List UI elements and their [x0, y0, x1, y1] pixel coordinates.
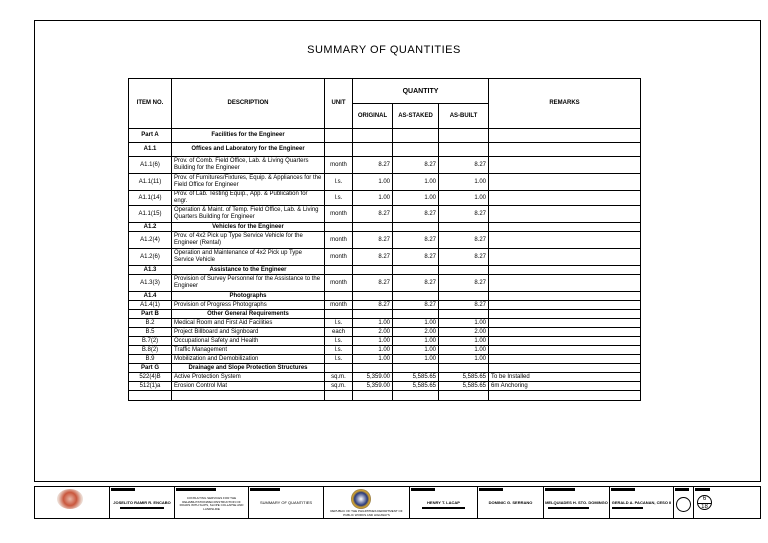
as-staked-cell: [393, 266, 439, 275]
original-cell: 8.27: [353, 301, 393, 310]
original-cell: [353, 143, 393, 157]
project-description: CONSULTING SERVICES FOR THE REHABILITATION/RECONSTRUCTION OF ROADS WITH SLIPS, SLOPE COLLAPSE AND LANDSLIDE: [179, 496, 244, 511]
description-cell: Prov. of Lab. Testing Equip., App. & Publication for engr.: [172, 191, 325, 206]
original-cell: 8.27: [353, 249, 393, 266]
remarks-cell: To be Installed: [489, 373, 641, 382]
item-cell: A1.4: [129, 292, 172, 301]
remarks-cell: [489, 310, 641, 319]
description-cell: Operation and Maintenance of 4x2 Pick up Type Service Vehicle: [172, 249, 325, 266]
page-title: SUMMARY OF QUANTITIES: [307, 44, 461, 56]
description-cell: Erosion Control Mat: [172, 382, 325, 391]
as-built-cell: 1.00: [439, 174, 489, 191]
unit-cell: [325, 266, 353, 275]
original-cell: 1.00: [353, 319, 393, 328]
item-cell: A1.1: [129, 143, 172, 157]
as-staked-cell: 8.27: [393, 301, 439, 310]
header-as-built: AS-BUILT: [439, 104, 489, 129]
approved-by-name: GERALD A. PACANAN, CESO II: [611, 500, 672, 505]
remarks-cell: [489, 206, 641, 223]
prepared-by-cell: [110, 487, 175, 518]
table-row: [129, 310, 641, 319]
original-cell: [353, 391, 393, 401]
remarks-cell: [489, 346, 641, 355]
description-cell: Occupational Safety and Health: [172, 337, 325, 346]
unit-cell: [325, 223, 353, 232]
as-built-cell: [439, 310, 489, 319]
agency-name: REPUBLIC OF THE PHILIPPINES DEPARTMENT OF PUBLIC WORKS AND HIGHWAYS: [330, 509, 403, 517]
project-cell: [175, 487, 249, 518]
unit-cell: month: [325, 206, 353, 223]
as-staked-cell: 8.27: [393, 275, 439, 292]
as-staked-cell: [393, 143, 439, 157]
description-cell: Prov. of Comb. Field Office, Lab. & Living Quarters Building for the Engineer: [172, 157, 325, 174]
item-cell: A1.2(4): [129, 232, 172, 249]
sheet-total: 18: [698, 503, 711, 511]
header-original: ORIGINAL: [353, 104, 393, 129]
table-row: [129, 301, 641, 310]
remarks-cell: [489, 223, 641, 232]
as-built-cell: 2.00: [439, 328, 489, 337]
item-cell: A1.2(6): [129, 249, 172, 266]
sheet-number: 6: [702, 496, 707, 502]
original-cell: [353, 364, 393, 373]
description-cell: Mobilization and Demobilization: [172, 355, 325, 364]
recommended-by-name: MELQUIADES H. STO. DOMINGO: [545, 500, 608, 505]
as-built-cell: 5,585.65: [439, 382, 489, 391]
description-cell: Other General Requirements: [172, 310, 325, 319]
as-staked-cell: 1.00: [393, 355, 439, 364]
remarks-cell: [489, 301, 641, 310]
original-cell: 2.00: [353, 328, 393, 337]
as-staked-cell: 1.00: [393, 346, 439, 355]
item-cell: A1.1(11): [129, 174, 172, 191]
remarks-cell: [489, 249, 641, 266]
title-block: [34, 486, 761, 519]
quantities-table: [128, 78, 641, 401]
as-built-cell: 1.00: [439, 319, 489, 328]
as-built-cell: 1.00: [439, 346, 489, 355]
description-cell: Provision of Survey Personnel for the Assistance to the Engineer: [172, 275, 325, 292]
description-cell: Medical Room and First Aid Facilities: [172, 319, 325, 328]
as-staked-cell: 5,585.65: [393, 373, 439, 382]
item-cell: B.2: [129, 319, 172, 328]
as-staked-cell: [393, 310, 439, 319]
consultant-logo-cell: [35, 487, 110, 518]
reviewed-by-name: DOMINIC G. SERRANO: [488, 500, 533, 505]
table-row: [129, 364, 641, 373]
table-row: [129, 266, 641, 275]
unit-cell: [325, 364, 353, 373]
item-cell: A1.1(6): [129, 157, 172, 174]
remarks-cell: [489, 355, 641, 364]
as-built-cell: 8.27: [439, 206, 489, 223]
table-row: [129, 174, 641, 191]
header-unit: UNIT: [325, 79, 353, 129]
original-cell: [353, 223, 393, 232]
table-row: [129, 292, 641, 301]
table-row: [129, 373, 641, 382]
description-cell: Prov. of Furnitures/Fixtures, Equip. & Appliances for the Field Office for Engineer: [172, 174, 325, 191]
table-row: [129, 232, 641, 249]
header-quantity: QUANTITY: [353, 79, 489, 104]
item-cell: Part A: [129, 129, 172, 143]
header-as-staked: AS-STAKED: [393, 104, 439, 129]
unit-cell: [325, 292, 353, 301]
remarks-cell: [489, 174, 641, 191]
approved-by-cell: [610, 487, 674, 518]
remarks-cell: [489, 337, 641, 346]
original-cell: 1.00: [353, 346, 393, 355]
unit-cell: l.s.: [325, 346, 353, 355]
remarks-cell: [489, 157, 641, 174]
original-cell: [353, 129, 393, 143]
original-cell: [353, 310, 393, 319]
remarks-cell: [489, 319, 641, 328]
as-staked-cell: 8.27: [393, 249, 439, 266]
description-cell: Photographs: [172, 292, 325, 301]
as-built-cell: [439, 391, 489, 401]
remarks-cell: 6m Anchoring: [489, 382, 641, 391]
description-cell: Offices and Laboratory for the Engineer: [172, 143, 325, 157]
remarks-cell: [489, 266, 641, 275]
description-cell: Provision of Progress Photographs: [172, 301, 325, 310]
as-staked-cell: [393, 292, 439, 301]
header-remarks: REMARKS: [489, 79, 641, 129]
sheet-title-cell: [249, 487, 324, 518]
as-built-cell: [439, 266, 489, 275]
description-cell: Vehicles for the Engineer: [172, 223, 325, 232]
as-staked-cell: [393, 391, 439, 401]
as-built-cell: 8.27: [439, 249, 489, 266]
consultant-logo: [57, 489, 83, 509]
description-cell: Prov. of 4x2 Pick up Type Service Vehicle for the Engineer (Rental): [172, 232, 325, 249]
table-row: [129, 191, 641, 206]
dpwh-seal: [351, 489, 371, 509]
item-cell: A1.4(1): [129, 301, 172, 310]
unit-cell: [325, 143, 353, 157]
item-cell: Part G: [129, 364, 172, 373]
unit-cell: month: [325, 249, 353, 266]
original-cell: 8.27: [353, 157, 393, 174]
table-row: [129, 319, 641, 328]
recommended-by-cell: [544, 487, 610, 518]
as-built-cell: [439, 223, 489, 232]
revision-cell: [674, 487, 694, 518]
description-cell: Drainage and Slope Protection Structures: [172, 364, 325, 373]
quantities-table-body: [129, 129, 641, 401]
table-row: [129, 382, 641, 391]
as-built-cell: 1.00: [439, 337, 489, 346]
table-row: [129, 157, 641, 174]
unit-cell: l.s.: [325, 355, 353, 364]
as-staked-cell: [393, 364, 439, 373]
description-cell: Traffic Management: [172, 346, 325, 355]
table-row: [129, 391, 641, 401]
agency-cell: [324, 487, 410, 518]
original-cell: 8.27: [353, 275, 393, 292]
table-row: [129, 223, 641, 232]
as-built-cell: 1.00: [439, 191, 489, 206]
as-staked-cell: [393, 223, 439, 232]
remarks-cell: [489, 232, 641, 249]
original-cell: 1.00: [353, 337, 393, 346]
original-cell: 1.00: [353, 174, 393, 191]
item-cell: Part B: [129, 310, 172, 319]
remarks-cell: [489, 364, 641, 373]
original-cell: [353, 266, 393, 275]
unit-cell: sq.m.: [325, 373, 353, 382]
remarks-cell: [489, 143, 641, 157]
original-cell: 1.00: [353, 355, 393, 364]
remarks-cell: [489, 275, 641, 292]
remarks-cell: [489, 191, 641, 206]
as-built-cell: 5,585.65: [439, 373, 489, 382]
sheet-number-cell: [694, 487, 715, 518]
table-row: [129, 355, 641, 364]
table-row: [129, 129, 641, 143]
remarks-cell: [489, 328, 641, 337]
table-row: [129, 275, 641, 292]
item-cell: A1.3(3): [129, 275, 172, 292]
original-cell: 5,359.00: [353, 373, 393, 382]
prepared-by-name: JOSELITO RAMIR R. ENCABO: [113, 500, 171, 505]
unit-cell: l.s.: [325, 337, 353, 346]
header-item-no: ITEM NO.: [129, 79, 172, 129]
unit-cell: each: [325, 328, 353, 337]
as-staked-cell: 5,585.65: [393, 382, 439, 391]
unit-cell: [325, 310, 353, 319]
item-cell: [129, 391, 172, 401]
description-cell: Assistance to the Engineer: [172, 266, 325, 275]
original-cell: 1.00: [353, 191, 393, 206]
as-staked-cell: 1.00: [393, 191, 439, 206]
as-staked-cell: 1.00: [393, 337, 439, 346]
table-row: [129, 249, 641, 266]
sheet-number-badge: [697, 495, 712, 510]
unit-cell: month: [325, 232, 353, 249]
original-cell: 5,359.00: [353, 382, 393, 391]
item-cell: A1.1(14): [129, 191, 172, 206]
description-cell: Project Billboard and Signboard: [172, 328, 325, 337]
description-cell: Active Protection System: [172, 373, 325, 382]
checked-by-cell: [410, 487, 478, 518]
item-cell: B.9: [129, 355, 172, 364]
unit-cell: [325, 129, 353, 143]
remarks-cell: [489, 292, 641, 301]
as-built-cell: 8.27: [439, 275, 489, 292]
unit-cell: l.s.: [325, 319, 353, 328]
as-staked-cell: 1.00: [393, 319, 439, 328]
as-built-cell: 8.27: [439, 232, 489, 249]
item-cell: 512(1)a: [129, 382, 172, 391]
header-description: DESCRIPTION: [172, 79, 325, 129]
original-cell: 8.27: [353, 206, 393, 223]
unit-cell: month: [325, 275, 353, 292]
unit-cell: month: [325, 157, 353, 174]
item-cell: A1.1(15): [129, 206, 172, 223]
item-cell: B.5: [129, 328, 172, 337]
as-staked-cell: 8.27: [393, 206, 439, 223]
table-row: [129, 337, 641, 346]
table-row: [129, 346, 641, 355]
remarks-cell: [489, 391, 641, 401]
description-cell: Operation & Maint. of Temp. Field Office, Lab. & Living Quarters Building for Engineer: [172, 206, 325, 223]
checked-by-name: HENRY T. LACAP: [427, 500, 460, 505]
unit-cell: [325, 391, 353, 401]
as-staked-cell: 1.00: [393, 174, 439, 191]
item-cell: 522(4)B: [129, 373, 172, 382]
remarks-cell: [489, 129, 641, 143]
table-row: [129, 328, 641, 337]
revision-symbol: [676, 497, 691, 512]
as-built-cell: [439, 143, 489, 157]
table-row: [129, 143, 641, 157]
as-built-cell: [439, 292, 489, 301]
as-built-cell: [439, 129, 489, 143]
as-staked-cell: [393, 129, 439, 143]
as-built-cell: 8.27: [439, 301, 489, 310]
unit-cell: l.s.: [325, 191, 353, 206]
sheet-title: SUMMARY OF QUANTITIES: [259, 500, 313, 505]
as-staked-cell: 8.27: [393, 157, 439, 174]
original-cell: [353, 292, 393, 301]
table-row: [129, 206, 641, 223]
as-built-cell: [439, 364, 489, 373]
description-cell: [172, 391, 325, 401]
item-cell: B.7(2): [129, 337, 172, 346]
item-cell: B.8(2): [129, 346, 172, 355]
unit-cell: sq.m.: [325, 382, 353, 391]
description-cell: Facilities for the Engineer: [172, 129, 325, 143]
as-staked-cell: 2.00: [393, 328, 439, 337]
as-built-cell: 8.27: [439, 157, 489, 174]
reviewed-by-cell: [478, 487, 544, 518]
as-built-cell: 1.00: [439, 355, 489, 364]
original-cell: 8.27: [353, 232, 393, 249]
unit-cell: l.s.: [325, 174, 353, 191]
unit-cell: month: [325, 301, 353, 310]
item-cell: A1.3: [129, 266, 172, 275]
item-cell: A1.2: [129, 223, 172, 232]
as-staked-cell: 8.27: [393, 232, 439, 249]
